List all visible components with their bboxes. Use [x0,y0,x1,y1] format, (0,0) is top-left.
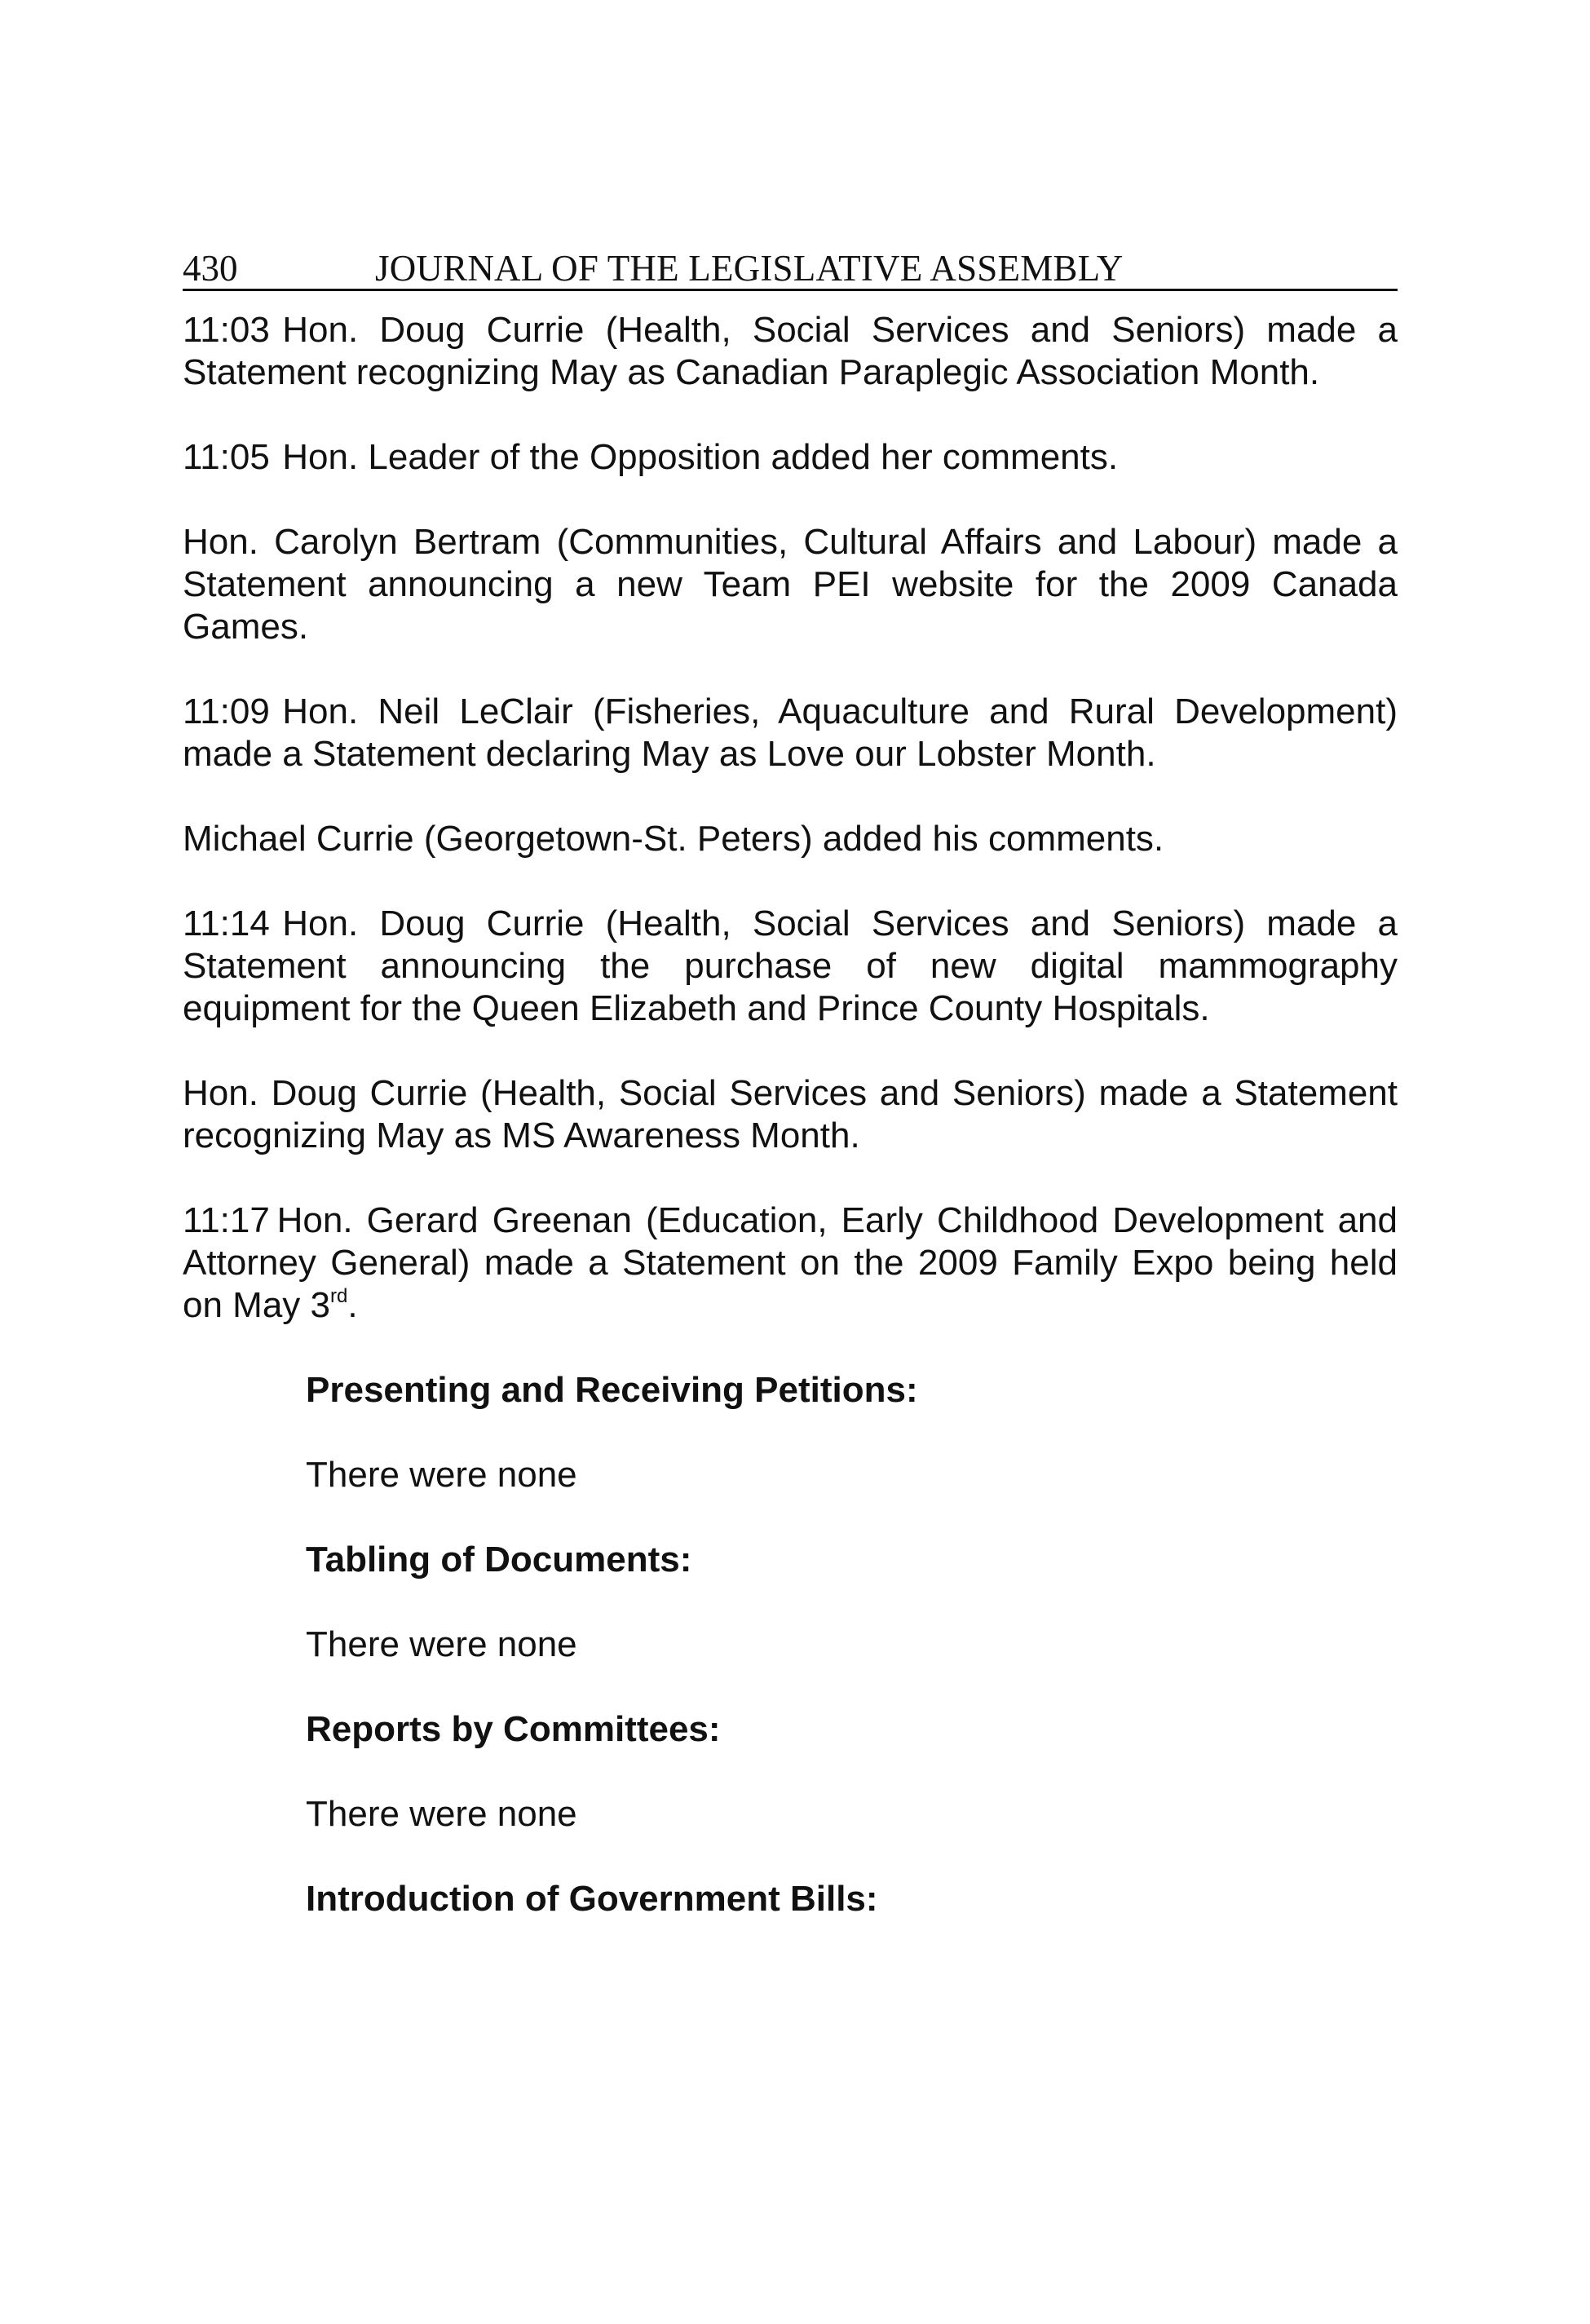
entry-time: 11:05 [183,437,270,477]
entry-suffix: . [347,1285,358,1325]
journal-page [183,245,1398,1920]
entry-text: Hon. Gerard Greenan (Education, Early Childhood Development and Attorney General) made a Statement on the 2009 Family Expo being held on May 3 [183,1200,1398,1325]
section-body-committee-reports: There were none [306,1794,577,1834]
entry-text: Hon. Neil LeClair (Fisheries, Aquaculture and Rural Development) made a Statement declaring May as Love our Lobster Month. [183,691,1398,774]
entry-time: 11:14 [183,904,270,943]
entry-paragraph [183,903,1398,1030]
entry-paragraph [183,691,1398,775]
entry-text: Hon. Carolyn Bertram (Communities, Cultural Affairs and Labour) made a Statement announcing a new Team PEI website for the 2009 Canada Games. [183,522,1398,647]
ordinal-superscript: rd [329,1285,348,1307]
page-number: 430 [183,248,238,289]
entry-paragraph [183,1200,1398,1327]
entry-paragraph [183,521,1398,648]
entry-text: Hon. Doug Currie (Health, Social Services and Seniors) made a Statement recognizing May as Canadian Paraplegic Association Month. [183,310,1398,392]
section-body-petitions: There were none [306,1455,577,1495]
section-heading-tabling-documents: Tabling of Documents: [306,1540,692,1580]
entry-paragraph [183,309,1398,394]
entry-time: 11:03 [183,310,270,350]
entry-text: Hon. Doug Currie (Health, Social Services and Seniors) made a Statement recognizing May as MS Awareness Month. [183,1073,1398,1155]
entry-paragraph [183,1072,1398,1157]
entry-time: 11:17 [183,1200,270,1240]
entry-paragraph [183,436,1398,479]
journal-body [183,309,1398,1920]
section-heading-government-bills: Introduction of Government Bills: [306,1879,878,1919]
page-header [183,245,1398,291]
section-body-tabling-documents: There were none [306,1624,577,1664]
entry-text: Hon. Leader of the Opposition added her comments. [282,437,1119,477]
entry-text: Michael Currie (Georgetown-St. Peters) added his comments. [183,819,1164,859]
entry-time: 11:09 [183,691,270,731]
section-heading-committee-reports: Reports by Committees: [306,1709,721,1749]
section-heading-petitions: Presenting and Receiving Petitions: [306,1370,918,1410]
entry-text: Hon. Doug Currie (Health, Social Services and Seniors) made a Statement announcing the purchase of new digital mammography equipment for the Queen Elizabeth and Prince County Hospitals. [183,904,1398,1028]
journal-title: JOURNAL OF THE LEGISLATIVE ASSEMBLY [375,248,1124,289]
entry-paragraph [183,818,1398,860]
